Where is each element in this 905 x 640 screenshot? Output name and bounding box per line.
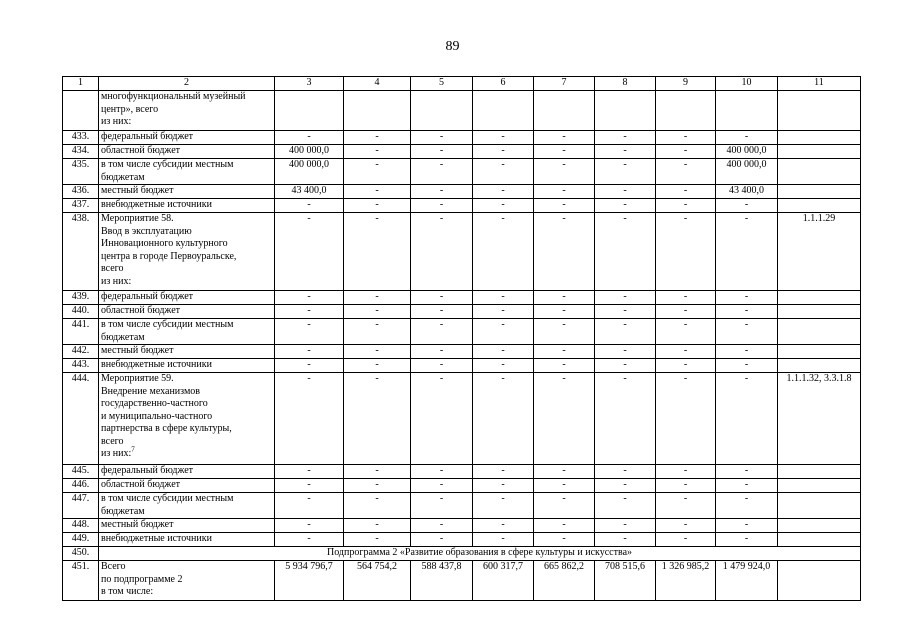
value-cell: - (473, 359, 534, 373)
target-indicator (778, 561, 861, 601)
value-cell: - (656, 199, 716, 213)
target-indicator (778, 131, 861, 145)
row-number: 441. (63, 319, 99, 345)
header-cell: 1 (63, 77, 99, 91)
value-cell: - (595, 199, 656, 213)
value-cell: - (716, 493, 778, 519)
row-name-text: в том числе субсидии местным бюджетам (101, 319, 234, 343)
row-number: 442. (63, 345, 99, 359)
value-cell: - (656, 519, 716, 533)
value-cell: 400 000,0 (716, 159, 778, 185)
value-cell: - (534, 319, 595, 345)
value-cell: - (595, 145, 656, 159)
table-row (63, 493, 861, 519)
subprogram-title: Подпрограмма 2 «Развитие образования в сфере культуры и искусства» (99, 547, 861, 561)
value-cell: - (534, 291, 595, 305)
value-cell: - (411, 213, 473, 291)
row-number: 445. (63, 465, 99, 479)
value-cell: - (716, 465, 778, 479)
table-row (63, 319, 861, 345)
row-number: 434. (63, 145, 99, 159)
budget-table (62, 76, 861, 601)
value-cell: - (473, 345, 534, 359)
value-cell: - (411, 465, 473, 479)
target-indicator (778, 91, 861, 131)
value-cell: - (595, 213, 656, 291)
value-cell: - (473, 465, 534, 479)
table-row (63, 159, 861, 185)
row-name (99, 213, 275, 291)
value-cell: - (534, 345, 595, 359)
value-cell: - (344, 199, 411, 213)
value-cell: - (656, 291, 716, 305)
value-cell: - (275, 493, 344, 519)
value-cell: - (473, 305, 534, 319)
row-name-text: внебюджетные источники (101, 533, 212, 544)
target-indicator: 1.1.1.29 (778, 213, 861, 291)
value-cell: - (595, 305, 656, 319)
value-cell: - (411, 319, 473, 345)
row-number: 446. (63, 479, 99, 493)
row-name (99, 159, 275, 185)
value-cell: - (534, 305, 595, 319)
row-name-text: Мероприятие 59. Внедрение механизмов государственно-частного и муниципально-частного партнерства в сфере культуры, всего из них: (101, 373, 232, 459)
target-indicator (778, 305, 861, 319)
header-cell: 7 (534, 77, 595, 91)
table-row (63, 561, 861, 601)
target-indicator (778, 159, 861, 185)
table-row (63, 345, 861, 359)
value-cell: - (411, 345, 473, 359)
header-cell: 4 (344, 77, 411, 91)
value-cell: - (344, 213, 411, 291)
value-cell: - (716, 359, 778, 373)
row-name (99, 533, 275, 547)
value-cell: - (656, 359, 716, 373)
row-name-text: в том числе субсидии местным бюджетам (101, 493, 234, 517)
table-row (63, 533, 861, 547)
row-name-text: внебюджетные источники (101, 359, 212, 370)
value-cell: - (716, 519, 778, 533)
row-number: 438. (63, 213, 99, 291)
value-cell: - (473, 213, 534, 291)
value-cell: - (534, 199, 595, 213)
value-cell: - (716, 319, 778, 345)
value-cell: - (716, 533, 778, 547)
target-indicator (778, 519, 861, 533)
value-cell: - (344, 359, 411, 373)
target-indicator (778, 319, 861, 345)
header-cell: 9 (656, 77, 716, 91)
value-cell: - (275, 359, 344, 373)
value-cell: - (716, 373, 778, 465)
value-cell: - (411, 291, 473, 305)
value-cell: - (716, 345, 778, 359)
value-cell: - (473, 493, 534, 519)
value-cell: - (275, 519, 344, 533)
target-indicator (778, 479, 861, 493)
value-cell: - (595, 519, 656, 533)
row-name (99, 561, 275, 601)
target-indicator (778, 145, 861, 159)
row-name (99, 359, 275, 373)
target-indicator (778, 359, 861, 373)
value-cell: - (595, 479, 656, 493)
value-cell (656, 91, 716, 131)
value-cell: - (595, 345, 656, 359)
value-cell: - (595, 373, 656, 465)
header-cell: 6 (473, 77, 534, 91)
value-cell: 1 326 985,2 (656, 561, 716, 601)
target-indicator (778, 493, 861, 519)
value-cell: - (595, 159, 656, 185)
value-cell: - (275, 213, 344, 291)
value-cell: - (411, 493, 473, 519)
target-indicator (778, 465, 861, 479)
row-number: 433. (63, 131, 99, 145)
table-row (63, 291, 861, 305)
header-cell: 10 (716, 77, 778, 91)
row-name-text: местный бюджет (101, 185, 174, 196)
row-name-text: федеральный бюджет (101, 465, 194, 476)
value-cell: - (473, 185, 534, 199)
value-cell: - (411, 359, 473, 373)
value-cell: - (534, 493, 595, 519)
value-cell: - (534, 479, 595, 493)
value-cell (344, 91, 411, 131)
table-row (63, 547, 861, 561)
value-cell: - (411, 131, 473, 145)
value-cell: - (656, 145, 716, 159)
value-cell: 400 000,0 (275, 159, 344, 185)
value-cell: - (656, 131, 716, 145)
row-name-text: в том числе субсидии местным бюджетам (101, 159, 234, 183)
value-cell: - (473, 291, 534, 305)
value-cell: - (473, 159, 534, 185)
value-cell: - (275, 345, 344, 359)
value-cell: - (344, 345, 411, 359)
value-cell: - (534, 159, 595, 185)
value-cell: 708 515,6 (595, 561, 656, 601)
row-name (99, 319, 275, 345)
value-cell: - (473, 145, 534, 159)
value-cell: - (534, 533, 595, 547)
value-cell: - (473, 319, 534, 345)
table-row (63, 91, 861, 131)
value-cell: - (473, 479, 534, 493)
value-cell: - (344, 291, 411, 305)
value-cell: - (344, 319, 411, 345)
value-cell: - (275, 291, 344, 305)
value-cell: 665 862,2 (534, 561, 595, 601)
value-cell: - (656, 305, 716, 319)
value-cell: - (656, 465, 716, 479)
row-number: 440. (63, 305, 99, 319)
value-cell (275, 91, 344, 131)
row-number: 443. (63, 359, 99, 373)
value-cell: - (344, 465, 411, 479)
target-indicator (778, 291, 861, 305)
value-cell: - (656, 159, 716, 185)
value-cell: - (534, 185, 595, 199)
row-name (99, 345, 275, 359)
header-row (63, 77, 861, 91)
row-number: 449. (63, 533, 99, 547)
value-cell: - (716, 479, 778, 493)
row-number: 451. (63, 561, 99, 601)
row-name (99, 373, 275, 465)
table-row (63, 465, 861, 479)
value-cell: - (656, 213, 716, 291)
row-number: 436. (63, 185, 99, 199)
row-name (99, 479, 275, 493)
row-number (63, 91, 99, 131)
row-name-text: многофункциональный музейный центр», всего из них: (101, 91, 246, 127)
value-cell: - (275, 199, 344, 213)
value-cell: - (716, 213, 778, 291)
value-cell: 43 400,0 (716, 185, 778, 199)
header-cell: 8 (595, 77, 656, 91)
value-cell (473, 91, 534, 131)
value-cell: - (411, 479, 473, 493)
row-name-text: местный бюджет (101, 345, 174, 356)
value-cell: - (473, 199, 534, 213)
value-cell: - (595, 319, 656, 345)
value-cell: 400 000,0 (275, 145, 344, 159)
header-cell: 11 (778, 77, 861, 91)
table-row (63, 373, 861, 465)
value-cell: - (473, 519, 534, 533)
row-number: 448. (63, 519, 99, 533)
value-cell: - (275, 305, 344, 319)
table-row (63, 131, 861, 145)
value-cell: - (344, 145, 411, 159)
value-cell: - (716, 291, 778, 305)
value-cell: - (344, 479, 411, 493)
value-cell: - (275, 533, 344, 547)
value-cell: 43 400,0 (275, 185, 344, 199)
value-cell: - (275, 465, 344, 479)
row-name (99, 185, 275, 199)
value-cell: - (534, 131, 595, 145)
value-cell: - (344, 185, 411, 199)
row-name-text: областной бюджет (101, 145, 181, 156)
value-cell: 564 754,2 (344, 561, 411, 601)
value-cell: 600 317,7 (473, 561, 534, 601)
value-cell: - (534, 519, 595, 533)
value-cell: - (411, 519, 473, 533)
row-number: 450. (63, 547, 99, 561)
table-row (63, 199, 861, 213)
target-indicator: 1.1.1.32, 3.3.1.8 (778, 373, 861, 465)
value-cell: - (473, 533, 534, 547)
value-cell: - (344, 159, 411, 185)
value-cell: - (534, 465, 595, 479)
value-cell: 5 934 796,7 (275, 561, 344, 601)
value-cell: - (411, 159, 473, 185)
row-number: 439. (63, 291, 99, 305)
target-indicator (778, 185, 861, 199)
value-cell: - (595, 131, 656, 145)
header-cell: 3 (275, 77, 344, 91)
value-cell: 1 479 924,0 (716, 561, 778, 601)
value-cell: - (411, 145, 473, 159)
row-name-text: внебюджетные источники (101, 199, 212, 210)
value-cell: - (716, 131, 778, 145)
value-cell: - (473, 373, 534, 465)
value-cell: - (595, 359, 656, 373)
row-name-text: местный бюджет (101, 519, 174, 530)
value-cell: 588 437,8 (411, 561, 473, 601)
row-name (99, 145, 275, 159)
value-cell: - (344, 533, 411, 547)
value-cell: - (411, 185, 473, 199)
row-name (99, 465, 275, 479)
target-indicator (778, 345, 861, 359)
value-cell: - (344, 373, 411, 465)
value-cell: - (595, 291, 656, 305)
target-indicator (778, 199, 861, 213)
value-cell (595, 91, 656, 131)
value-cell: - (656, 533, 716, 547)
row-name-text: Всего по подпрограмме 2 в том числе: (101, 561, 183, 597)
row-name (99, 493, 275, 519)
header-cell: 5 (411, 77, 473, 91)
value-cell: - (716, 199, 778, 213)
header-cell: 2 (99, 77, 275, 91)
table-row (63, 145, 861, 159)
value-cell: - (473, 131, 534, 145)
value-cell: - (411, 373, 473, 465)
row-name (99, 519, 275, 533)
value-cell: - (344, 305, 411, 319)
value-cell: - (411, 199, 473, 213)
value-cell: - (656, 319, 716, 345)
row-name (99, 305, 275, 319)
row-name-text: федеральный бюджет (101, 291, 194, 302)
target-indicator (778, 533, 861, 547)
value-cell (716, 91, 778, 131)
row-name-text: федеральный бюджет (101, 131, 194, 142)
table-row (63, 479, 861, 493)
value-cell: - (534, 145, 595, 159)
page-number: 89 (445, 39, 460, 54)
value-cell: - (534, 373, 595, 465)
value-cell: - (275, 479, 344, 493)
row-number: 435. (63, 159, 99, 185)
row-name (99, 199, 275, 213)
value-cell: - (411, 533, 473, 547)
value-cell: - (595, 533, 656, 547)
value-cell: - (595, 493, 656, 519)
row-name (99, 131, 275, 145)
table-row (63, 519, 861, 533)
value-cell (534, 91, 595, 131)
value-cell: - (534, 359, 595, 373)
value-cell: - (656, 345, 716, 359)
table-row (63, 305, 861, 319)
row-number: 437. (63, 199, 99, 213)
table-row (63, 359, 861, 373)
value-cell (411, 91, 473, 131)
row-number: 447. (63, 493, 99, 519)
row-name-text: областной бюджет (101, 479, 181, 490)
row-name-text: Мероприятие 58. Ввод в эксплуатацию Инновационного культурного центра в городе Первоуральске, всего из них: (101, 213, 237, 287)
row-name (99, 91, 275, 131)
value-cell: - (344, 519, 411, 533)
row-name (99, 291, 275, 305)
value-cell: - (595, 185, 656, 199)
value-cell: - (716, 305, 778, 319)
value-cell: - (534, 213, 595, 291)
table-row (63, 185, 861, 199)
row-name-text: областной бюджет (101, 305, 181, 316)
value-cell: - (344, 131, 411, 145)
row-number: 444. (63, 373, 99, 465)
value-cell: - (344, 493, 411, 519)
table-row (63, 213, 861, 291)
value-cell: - (275, 373, 344, 465)
value-cell: - (656, 493, 716, 519)
value-cell: - (656, 185, 716, 199)
value-cell: - (275, 131, 344, 145)
value-cell: - (656, 479, 716, 493)
value-cell: 400 000,0 (716, 145, 778, 159)
value-cell: - (656, 373, 716, 465)
footnote-marker: 7 (131, 445, 135, 454)
value-cell: - (275, 319, 344, 345)
value-cell: - (595, 465, 656, 479)
value-cell: - (411, 305, 473, 319)
